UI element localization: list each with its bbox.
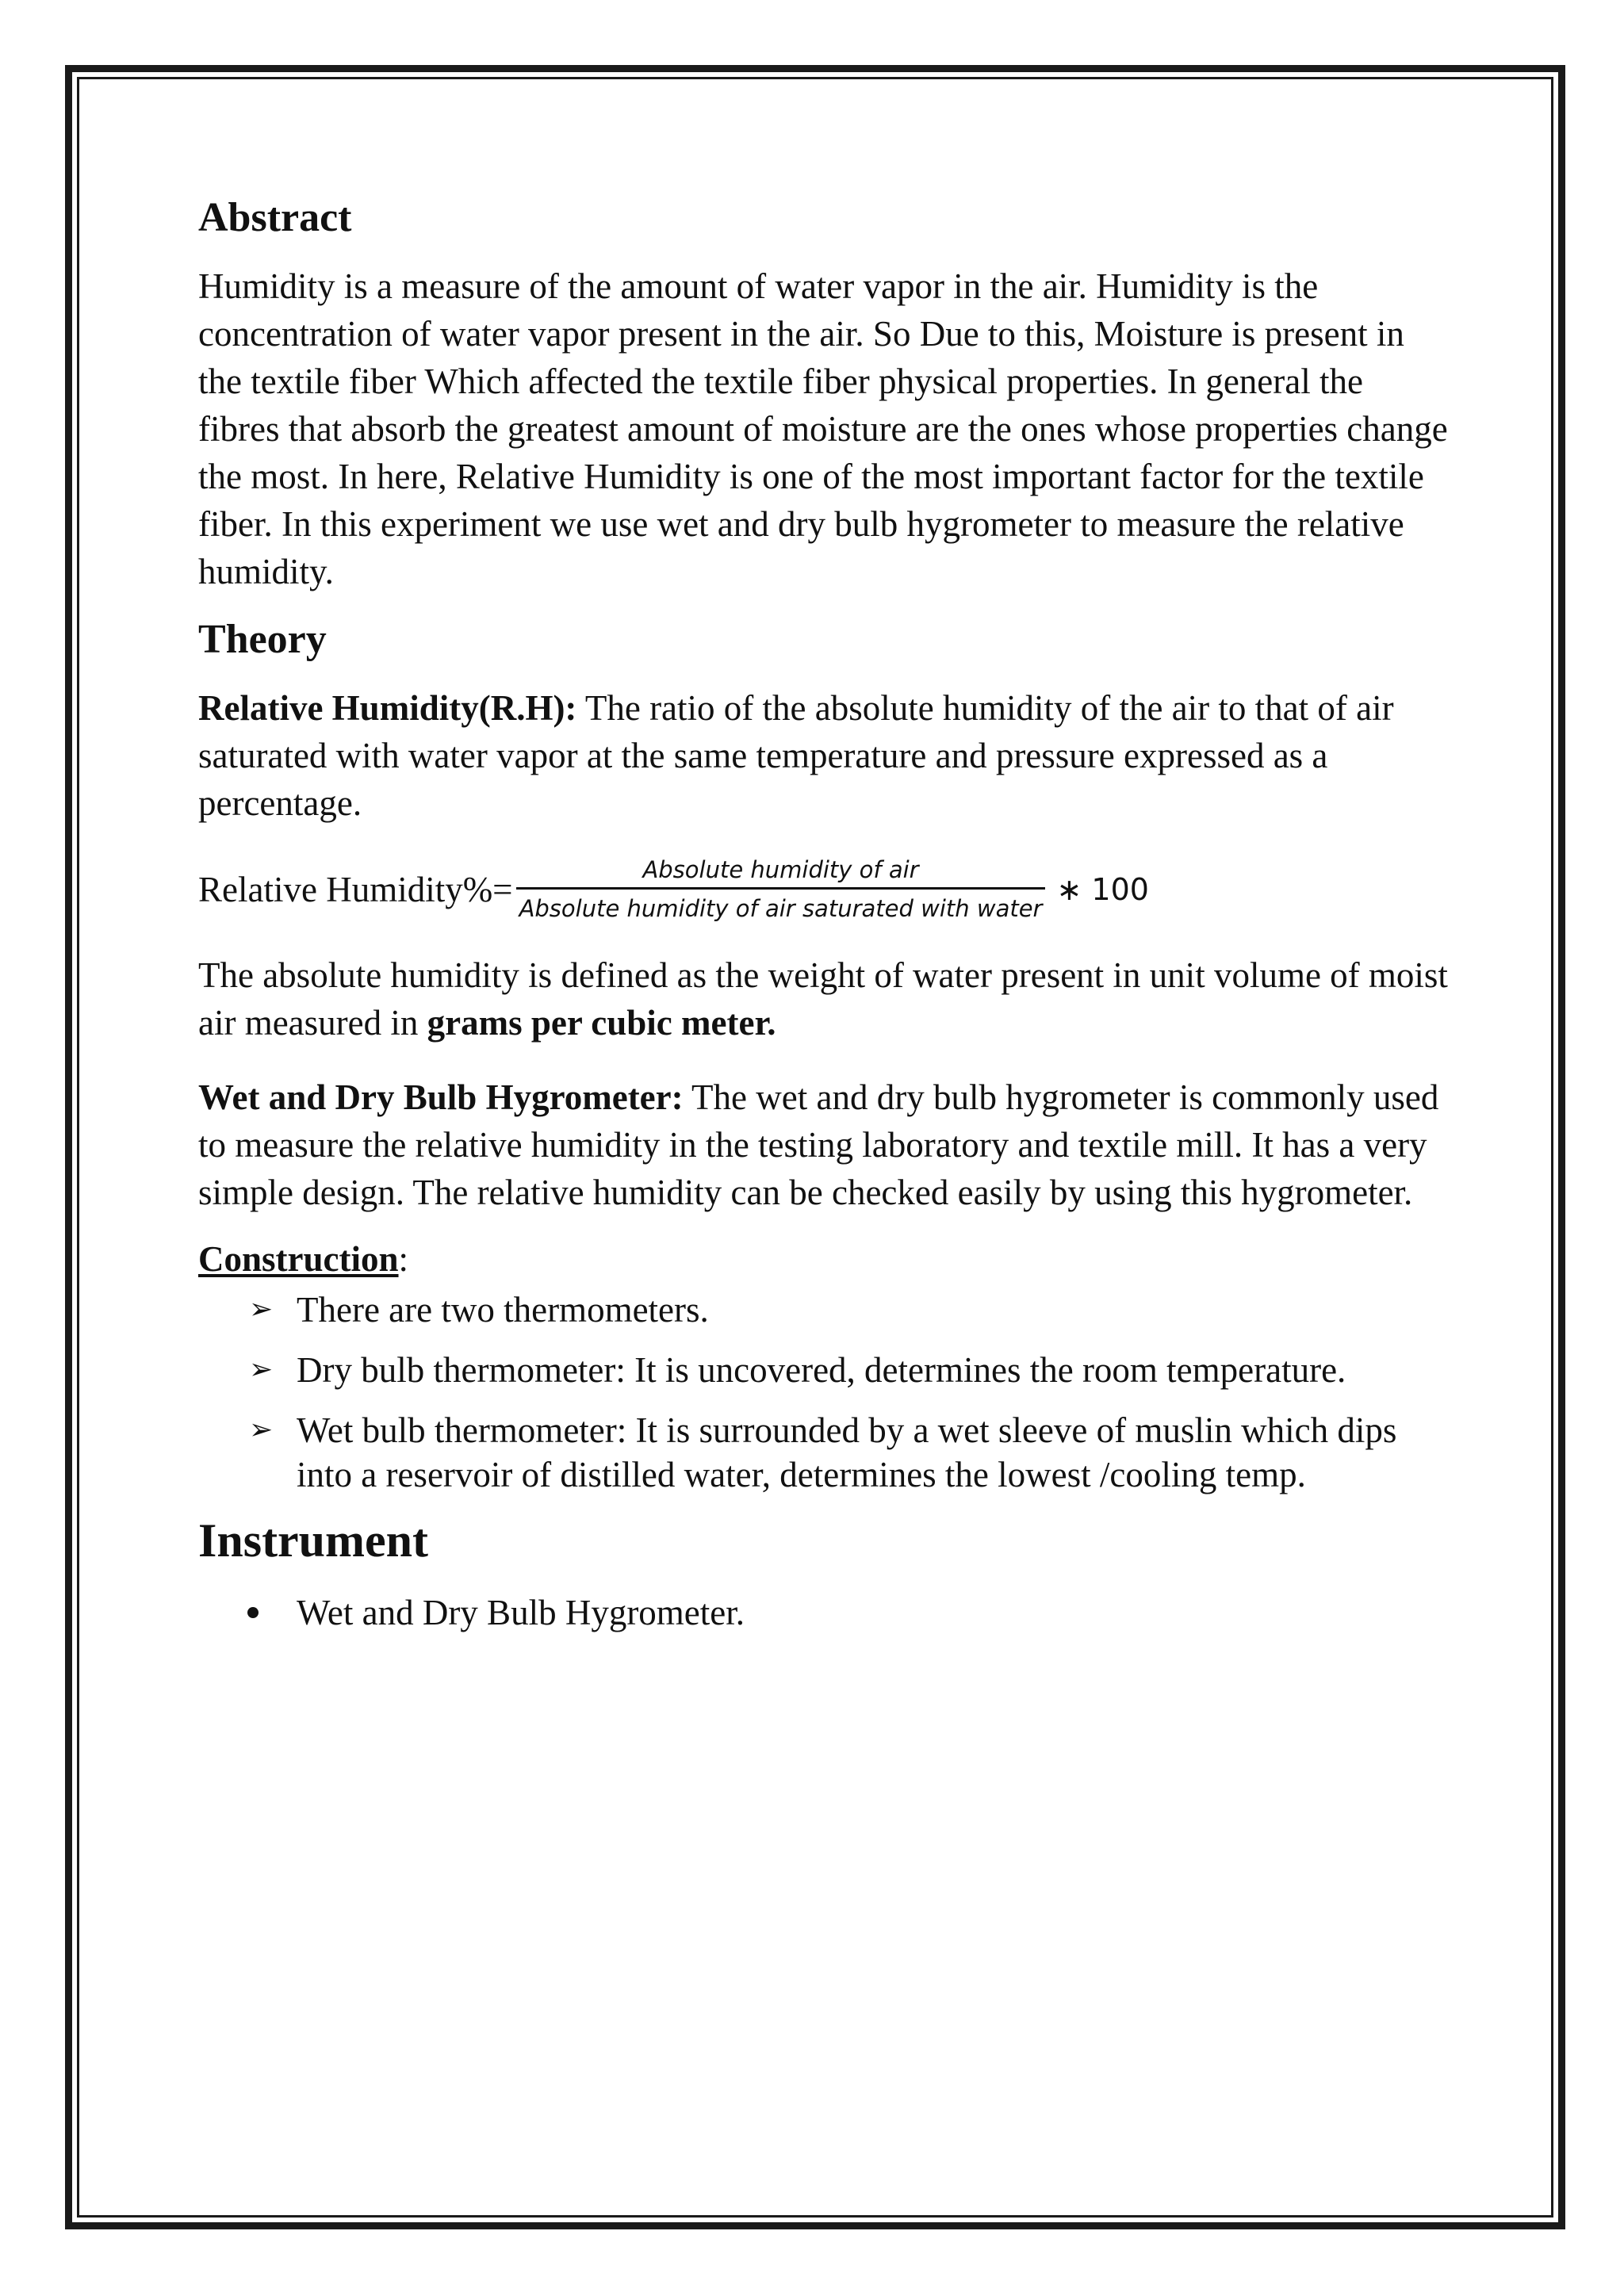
arrow-bullet-icon: ➢ [249, 1293, 274, 1326]
construction-colon: : [398, 1239, 409, 1279]
instrument-heading: Instrument [198, 1514, 429, 1567]
list-item [198, 1348, 1451, 1392]
list-item [198, 1408, 1451, 1497]
formula-numerator: Absolute humidity of air [642, 856, 919, 883]
list-item-text: There are two thermometers. [297, 1290, 709, 1330]
arrow-bullet-icon: ➢ [249, 1414, 274, 1446]
list-item-text: Dry bulb thermometer: It is uncovered, determines the room temperature. [297, 1350, 1346, 1390]
hygrometer-term: Wet and Dry Bulb Hygrometer: [198, 1077, 684, 1117]
construction-heading [198, 1235, 1451, 1283]
relative-humidity-definition [198, 684, 1451, 827]
absolute-humidity-unit: grams per cubic meter. [427, 1003, 776, 1043]
instrument-list [198, 1590, 1451, 1635]
relative-humidity-term: Relative Humidity(R.H): [198, 688, 577, 728]
formula-fraction [516, 854, 1046, 924]
theory-heading: Theory [198, 617, 327, 662]
list-item [198, 1288, 1451, 1332]
absolute-humidity-definition [198, 951, 1451, 1047]
list-item [198, 1590, 1451, 1635]
construction-list [198, 1288, 1451, 1497]
construction-title: Construction [198, 1239, 399, 1279]
list-item-text: Wet bulb thermometer: It is surrounded by a wet sleeve of muslin which dips into a reservoir of distilled water, determines the lowest /cooling temp. [297, 1410, 1397, 1494]
hygrometer-text: The wet and dry bulb hygrometer is commonly used to measure the relative humidity in the testing laboratory and textile mill. It has a very simple design. The relative humidity can be checked easily by using this hygrometer. [198, 1077, 1439, 1212]
abstract-heading: Abstract [198, 195, 352, 240]
arrow-bullet-icon: ➢ [249, 1353, 274, 1386]
list-item-text: Wet and Dry Bulb Hygrometer. [297, 1593, 745, 1632]
formula-multiplier: ∗ 100 [1056, 871, 1149, 907]
relative-humidity-text: The ratio of the absolute humidity of the air to that of air saturated with water vapor at the same temperature and pressure expressed as a percentage. [198, 688, 1394, 823]
absolute-humidity-text: The absolute humidity is defined as the weight of water present in unit volume of moist air measured in [198, 955, 1448, 1043]
dot-bullet-icon [247, 1607, 259, 1618]
relative-humidity-formula [198, 854, 1451, 924]
hygrometer-definition [198, 1073, 1451, 1216]
formula-denominator: Absolute humidity of air saturated with water [519, 895, 1043, 922]
abstract-paragraph: Humidity is a measure of the amount of water vapor in the air. Humidity is the concentration of water vapor present in the air. So Due to this, Moisture is present in the textile fiber Which affected the textile fiber physical properties. In general the fibres that absorb the greatest amount of moisture are the ones whose properties change the most. In here, Relative Humidity is one of the most important factor for the textile fiber. In this experiment we use wet and dry bulb hygrometer to measure the relative humidity. [198, 266, 1448, 591]
formula-label: Relative Humidity%= [198, 869, 513, 909]
document-content [198, 194, 1451, 1651]
